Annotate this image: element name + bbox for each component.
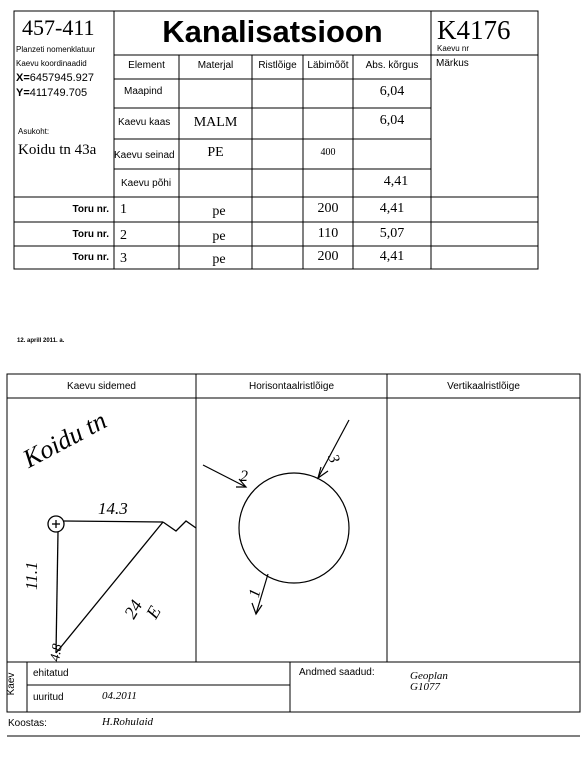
col-header-cross: Ristlõige [258, 60, 297, 71]
pipe-3-height: 4,41 [379, 249, 405, 264]
sketch-bottom-label: 4.8 [48, 642, 66, 663]
col-header-material: Materjal [197, 60, 234, 71]
section-horizontal-title: Horisontaalristlõige [248, 381, 335, 392]
row-ground-height: 6,04 [379, 84, 405, 99]
pipe-1-no: 1 [120, 202, 127, 217]
data-source-label: Andmed saadud: [299, 667, 375, 678]
cross-section-sketch [203, 420, 349, 614]
sketch-distance-diagonal: 24 [120, 596, 147, 622]
col-header-height: Abs. kõrgus [365, 60, 419, 71]
pipe-1-height: 4,41 [379, 201, 405, 216]
row-walls-material: PE [207, 145, 224, 160]
col-header-note: Märkus [436, 58, 469, 69]
arrow-1-label: 1 [246, 587, 265, 600]
row-lid-element: Kaevu kaas [118, 117, 171, 128]
arrow-2-label: 2 [240, 468, 248, 485]
sketch-street-label: Koidu tn [18, 405, 112, 474]
data-source-line-2: G1077 [410, 681, 440, 693]
sheet-label: Planzeti nomenklatuur [16, 45, 96, 54]
coord-x-label: X= [16, 72, 30, 84]
coord-y-label: Y= [16, 87, 30, 99]
row-lid-height: 6,04 [379, 113, 405, 128]
row-walls-diameter: 400 [320, 147, 336, 158]
row-lid-material: MALM [193, 115, 238, 130]
coord-x [16, 72, 94, 84]
section-vertical-title: Vertikaalristlõige [447, 381, 520, 392]
data-source-line-1: Geoplan [410, 670, 448, 682]
pipe-1-label: Toru nr. [72, 204, 109, 215]
pipe-3-no: 3 [120, 251, 127, 266]
well-number: K4176 [437, 15, 511, 45]
col-header-element: Element [128, 60, 165, 71]
arrow-3-label: 3 [324, 452, 343, 466]
coords-label: Kaevu koordinaadid [16, 59, 87, 68]
page-title: Kanalisatsioon [162, 14, 383, 49]
col-header-diameter: Läbimõõt [307, 60, 349, 71]
links-sketch [48, 516, 196, 653]
sketch-distance-top: 14.3 [98, 499, 128, 518]
surveyed-value: 04.2011 [102, 690, 137, 702]
pipe-2-material: pe [212, 229, 226, 244]
pipe-2-no: 2 [120, 228, 127, 243]
sheet-number: 457-411 [22, 15, 95, 40]
pipe-1-diameter: 200 [317, 201, 339, 216]
section-links-title: Kaevu sidemed [67, 381, 136, 392]
built-label: ehitatud [33, 668, 69, 679]
surveyed-label: uuritud [33, 692, 64, 703]
row-bottom-height: 4,41 [383, 174, 409, 189]
pipe-3-diameter: 200 [317, 249, 339, 264]
pipe-2-diameter: 110 [317, 226, 339, 241]
coord-y-value: 411749.705 [29, 87, 88, 99]
row-ground-element: Maapind [124, 86, 163, 97]
pipe-3-material: pe [212, 252, 226, 267]
pipe-3-label: Toru nr. [72, 252, 109, 263]
sketch-distance-left: 11.1 [22, 561, 41, 590]
pipe-2-label: Toru nr. [72, 229, 109, 240]
pipe-1-material: pe [212, 204, 226, 219]
document-date: 12. aprill 2011. a. [17, 338, 65, 344]
pipe-2-height: 5,07 [379, 226, 405, 241]
coord-x-value: 6457945.927 [29, 72, 94, 84]
author-label: Koostas: [8, 718, 47, 729]
location-value: Koidu tn 43a [18, 142, 97, 158]
row-walls-element: Kaevu seinad [114, 150, 175, 161]
well-number-label: Kaevu nr [437, 44, 470, 53]
sketch-letter: E [142, 602, 165, 622]
location-label: Asukoht: [18, 127, 50, 136]
row-bottom-element: Kaevu põhi [121, 178, 172, 189]
author-value: H.Rohulaid [102, 716, 154, 728]
coord-y [16, 87, 87, 99]
well-side-label: Kaev [6, 672, 17, 696]
